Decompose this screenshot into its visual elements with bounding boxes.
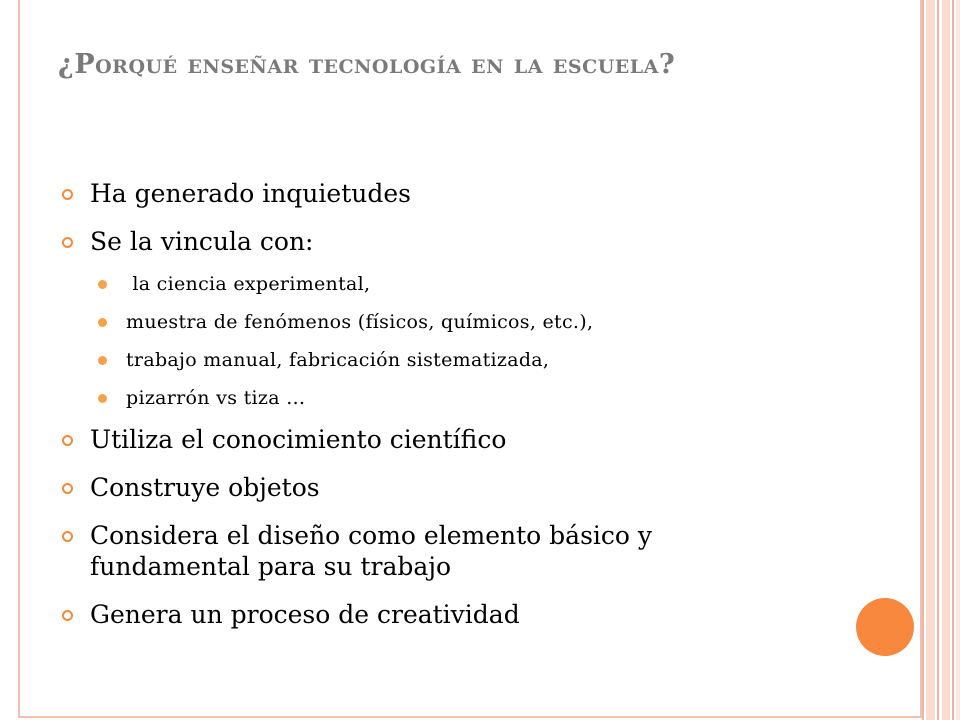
- dot-bullet-icon: [98, 318, 107, 327]
- decorative-stripes: [922, 0, 960, 720]
- stripe: [956, 0, 960, 720]
- list-item-text: Genera un proceso de creatividad: [90, 600, 520, 629]
- sub-list-item-text: la ciencia experimental,: [126, 273, 371, 295]
- sub-list-item: [62, 386, 912, 410]
- stripe: [922, 0, 924, 720]
- list-item: [62, 520, 912, 582]
- list-item-text: Construye objetos: [90, 473, 320, 502]
- list-item: [62, 472, 912, 503]
- list-item-text: Ha generado inquietudes: [90, 179, 411, 208]
- list-item: [62, 226, 912, 257]
- ring-bullet-icon: [62, 189, 73, 200]
- stripe: [952, 0, 954, 720]
- ring-bullet-icon: [62, 237, 73, 248]
- sub-list-item-text: muestra de fenómenos (físicos, químicos, etc.),: [126, 311, 594, 333]
- list-item: [62, 178, 912, 209]
- list-item: [62, 424, 912, 455]
- ring-bullet-icon: [62, 531, 73, 542]
- stripe: [926, 0, 935, 720]
- sub-bullet-list: [62, 272, 912, 410]
- sub-list-item: [62, 348, 912, 372]
- dot-bullet-icon: [98, 356, 107, 365]
- dot-bullet-icon: [98, 394, 107, 403]
- list-item: [62, 599, 912, 630]
- sub-list-item-text: trabajo manual, fabricación sistematizada,: [126, 349, 550, 371]
- sub-list-item-text: pizarrón vs tiza …: [126, 387, 306, 409]
- list-item-text: Se la vincula con:: [90, 227, 314, 256]
- list-item-text: Considera el diseño como elemento básico y fundamental para su trabajo: [90, 521, 653, 581]
- ring-bullet-icon: [62, 483, 73, 494]
- bullet-list: [62, 178, 912, 647]
- sub-list-item: [62, 310, 912, 334]
- dot-bullet-icon: [98, 280, 107, 289]
- stripe: [937, 0, 939, 720]
- ring-bullet-icon: [62, 610, 73, 621]
- stripe: [942, 0, 950, 720]
- list-item-text: Utiliza el conocimiento científico: [90, 425, 507, 454]
- sub-list-item: [62, 272, 912, 296]
- slide-title: ¿Porqué enseñar tecnología en la escuela?: [58, 49, 676, 80]
- ring-bullet-icon: [62, 435, 73, 446]
